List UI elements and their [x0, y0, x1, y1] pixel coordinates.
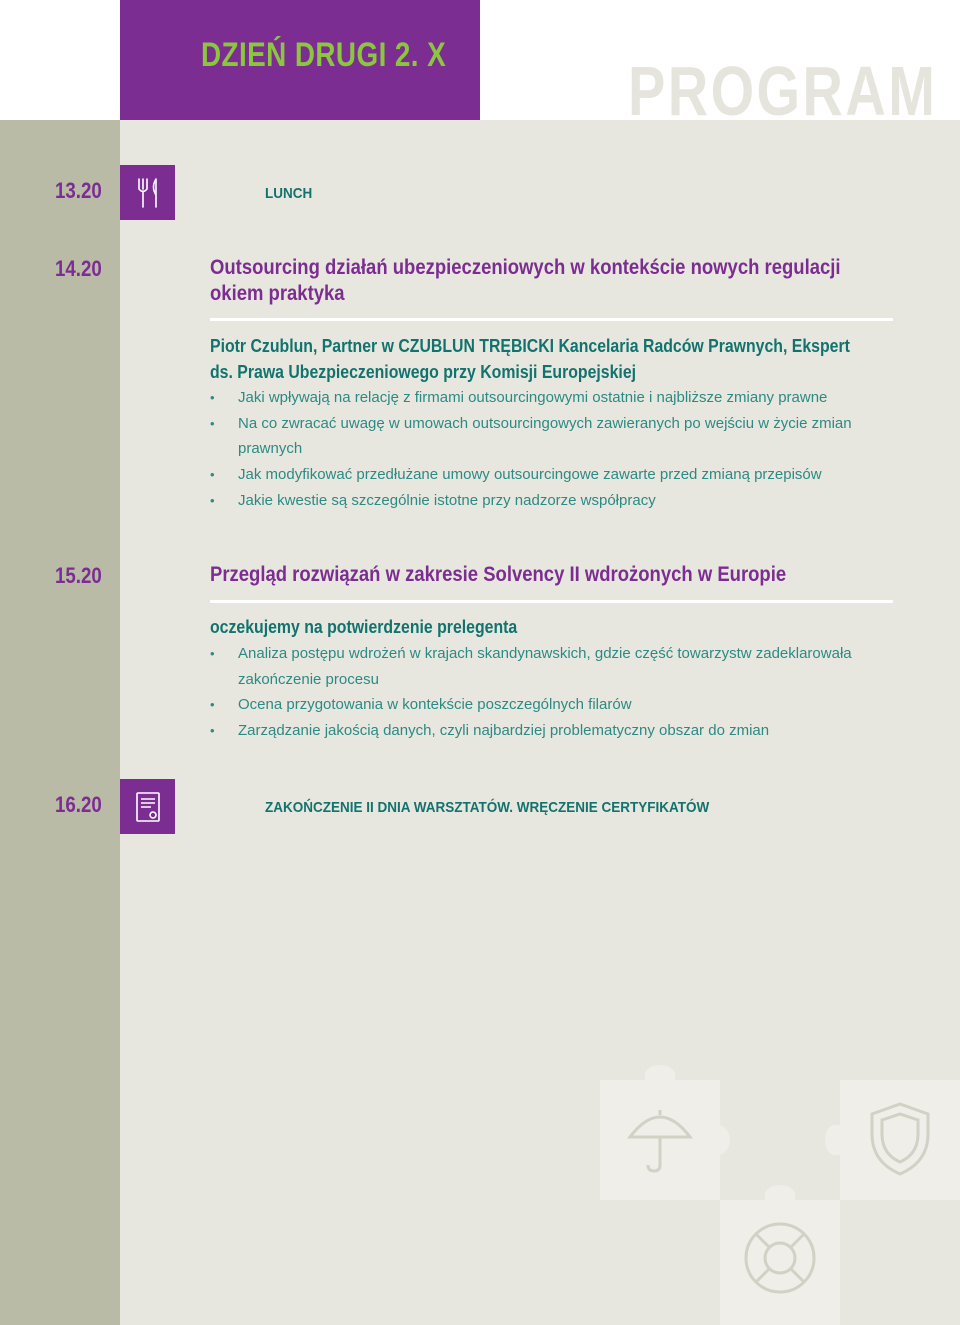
bullet-list-1420	[210, 385, 900, 514]
certificate-icon-box	[120, 779, 175, 834]
lifebuoy-icon	[740, 1218, 820, 1298]
program-title: PROGRAM	[628, 52, 938, 130]
session-title-1520: Przegląd rozwiązań w zakresie Solvency II wdrożonych w Europie	[210, 563, 787, 586]
speaker-1420: Piotr Czublun, Partner w CZUBLUN TRĘBICKI Kancelaria Radców Prawnych, Ekspert ds. Prawa Ubezpieczeniowego przy Komisji Europejskiej	[210, 336, 850, 382]
umbrella-icon	[625, 1105, 695, 1175]
time-1620: 16.20	[55, 792, 102, 817]
puzzle-knob	[705, 1125, 730, 1155]
list-item: • Jaki wpływają na relację z firmami outsourcingowymi ostatnie i najbliższe zmiany prawne	[210, 385, 900, 411]
list-item: • Na co zwracać uwagę w umowach outsourcingowych zawieranych po wejściu w życie zmian prawnych	[210, 411, 900, 462]
shield-icon	[865, 1100, 935, 1178]
certificate-icon	[128, 787, 168, 827]
puzzle-knob	[645, 1065, 675, 1085]
time-1520: 15.20	[55, 563, 102, 588]
list-item: • Zarządzanie jakością danych, czyli najbardziej problematyczny obszar do zmian	[210, 718, 900, 744]
time-1420: 14.20	[55, 256, 102, 281]
lunch-title: LUNCH	[265, 185, 313, 202]
time-1320: 13.20	[55, 178, 102, 203]
bullet-list-1520	[210, 641, 900, 744]
list-item: • Analiza postępu wdrożeń w krajach skandynawskich, gdzie część towarzystw zadeklarowała zakończenie procesu	[210, 641, 900, 692]
day-title: DZIEŃ DRUGI 2. X	[201, 36, 447, 74]
left-strip	[0, 120, 120, 1325]
closing-title: ZAKOŃCZENIE II DNIA WARSZTATÓW. WRĘCZENIE CERTYFIKATÓW	[265, 799, 710, 816]
speaker-1520: oczekujemy na potwierdzenie prelegenta	[210, 617, 518, 637]
lunch-icon-box	[120, 165, 175, 220]
puzzle-knob	[825, 1125, 845, 1155]
list-item: • Jakie kwestie są szczególnie istotne przy nadzorze współpracy	[210, 488, 900, 514]
divider-1520	[210, 600, 893, 603]
list-item: • Jak modyfikować przedłużane umowy outsourcingowe zawarte przed zmianą przepisów	[210, 462, 900, 488]
puzzle-knob	[765, 1185, 795, 1205]
session-title-1420: Outsourcing działań ubezpieczeniowych w kontekście nowych regulacji okiem praktyka	[210, 256, 841, 305]
divider-1420	[210, 318, 893, 321]
cutlery-icon	[128, 173, 168, 213]
list-item: • Ocena przygotowania w kontekście poszczególnych filarów	[210, 692, 900, 718]
